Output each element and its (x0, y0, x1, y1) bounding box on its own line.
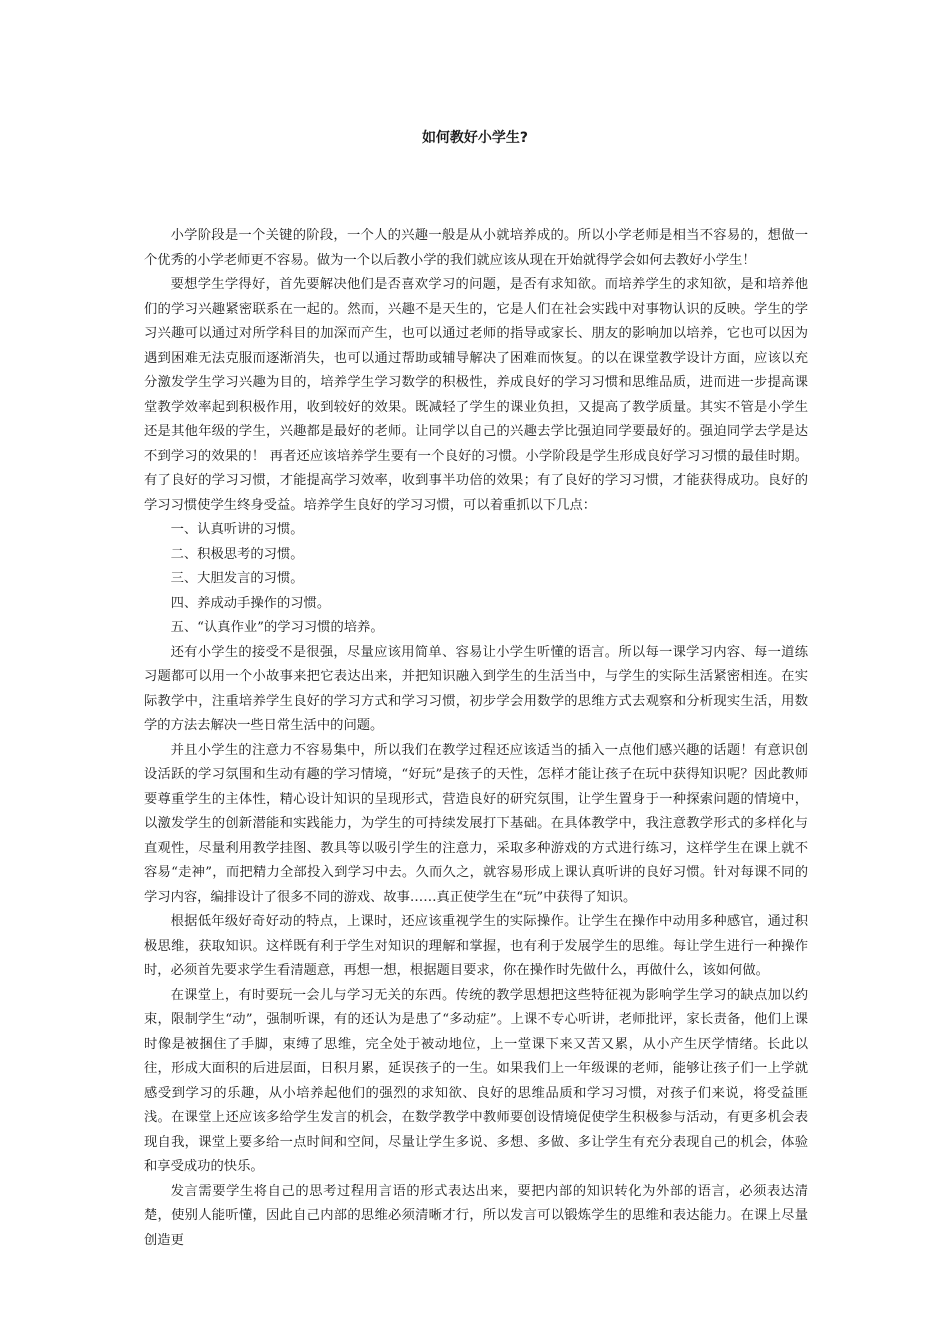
list-item-4: 四、养成动手操作的习惯。 (170, 595, 331, 611)
paragraph-operation: 根据低年级好奇好动的特点，上课时，还应该重视学生的实际操作。让学生在操作中动用多种感官，通过积极思维，获取知识。这样既有利于学生对知识的理解和掌握，也有利于发展学生的思维。每让学生进行一种操作时，必须首先要求学生看清题意，再想一想，根据题目要求，你在操作时先做什么，再做什么，该如何做。 (144, 914, 808, 978)
paragraph-intro: 小学阶段是一个关键的阶段，一个人的兴趣一般是从小就培养成的。所以小学老师是相当不容易的，想做一个优秀的小学老师更不容易。做为一个以后教小学的我们就应该从现在开始就得学会如何去教好小学生！ (144, 228, 808, 268)
list-item-2: 二、积极思考的习惯。 (170, 546, 304, 562)
paragraph-attention: 并且小学生的注意力不容易集中，所以我们在教学过程还应该适当的插入一点他们感兴趣的话题！有意识创设活跃的学习氛围和生动有趣的学习情境，“好玩”是孩子的天性，怎样才能让孩子在玩中获得知识呢？因此教师要尊重学生的主体性，精心设计知识的呈现形式，营造良好的研究氛围，让学生置身于一种探索问题的情境中，以激发学生的创新潜能和实践能力，为学生的可持续发展打下基础。在具体教学中，我注意教学形式的多样化与直观性，尽量利用教学挂图、教具等以吸引学生的注意力，采取多种游戏的方式进行练习，这样学生在课上就不容易“走神”，而把精力全部投入到学习中去。久而久之，就容易形成上课认真听讲的良好习惯。针对每课不同的学习内容，编排设计了很多不同的游戏、故事……真正使学生在“玩”中获得了知识。 (144, 742, 808, 905)
document-title: 如何教好小学生? (421, 130, 529, 146)
paragraph-interest: 要想学生学得好，首先要解决他们是否喜欢学习的问题，是否有求知欲。而培养学生的求知欲，是和培养他们的学习兴趣紧密联系在一起的。然而，兴趣不是天生的，它是人们在社会实践中对事物认识的反映。学生的学习兴趣可以通过对所学科目的加深而产生，也可以通过老师的指导或家长、朋友的影响加以培养，它也可以因为遇到困难无法克服而逐渐消失，也可以通过帮助或辅导解决了困难而恢复。的以在课堂教学设计方面，应该以充分激发学生学习兴趣为目的，培养学生学习数学的积极性，养成良好的学习习惯和思维品质，进而进一步提高课堂教学效率起到积极作用，收到较好的效果。既减轻了学生的课业负担，又提高了教学质量。其实不管是小学生还是其他年级的学生，兴趣都是最好的老师。让同学以自己的兴趣去学比强迫同学要最好的。强迫同学去学是达不到学习的效果的！ 再者还应该培养学生要有一个良好的习惯。小学阶段是学生形成良好学习习惯的最佳时期。有了良好的学习习惯，才能提高学习效率，收到事半功倍的效果；有了良好的学习习惯，才能获得成功。良好的学习习惯使学生终身受益。培养学生良好的学习习惯，可以着重抓以下几点： (144, 277, 808, 513)
paragraph-language: 还有小学生的接受不是很强，尽量应该用简单、容易让小学生听懂的语言。所以每一课学习内容、每一道练习题都可以用一个小故事来把它表达出来，并把知识融入到学生的生活当中，与学生的实际生活紧密相连。在实际教学中，注重培养学生良好的学习方式和学习习惯，初步学会用数学的思维方式去观察和分析现实生活，用数学的方法去解决一些日常生活中的问题。 (144, 644, 808, 733)
paragraph-classroom: 在课堂上，有时要玩一会儿与学习无关的东西。传统的教学思想把这些特征视为影响学生学习的缺点加以约束，限制学生“动”，强制听课，有的还认为是患了“多动症”。上课不专心听讲，老师批评，家长责备，他们上课时像是被捆住了手脚，束缚了思维，完全处于被动地位，上一堂课下来又苦又累，从小产生厌学情绪。长此以往，形成大面积的后进层面，日积月累，延误孩子的一生。如果我们上一年级课的老师，能够让孩子们一上学就感受到学习的乐趣，从小培养起他们的强烈的求知欲、良好的思维品质和学习习惯，对孩子们来说，将受益匪浅。在课堂上还应该多给学生发言的机会，在数学教学中教师要创设情境促使学生积极参与活动，有更多机会表现自我，课堂上要多给一点时间和空间，尽量让学生多说、多想、多做、多让学生有充分表现自己的机会，体验和享受成功的快乐。 (144, 987, 808, 1174)
list-item-5: 五、“认真作业”的学习习惯的培养。 (170, 620, 384, 635)
list-item-1: 一、认真听讲的习惯。 (170, 522, 304, 537)
paragraph-speaking: 发言需要学生将自己的思考过程用言语的形式表达出来，要把内部的知识转化为外部的语言，必须表达清楚，使别人能听懂，因此自己内部的思维必须清晰才行，所以发言可以锻炼学生的思维和表达能力。在课上尽量创造更 (144, 1183, 808, 1248)
document-body (144, 224, 808, 1253)
list-item-3: 三、大胆发言的习惯。 (170, 571, 304, 586)
